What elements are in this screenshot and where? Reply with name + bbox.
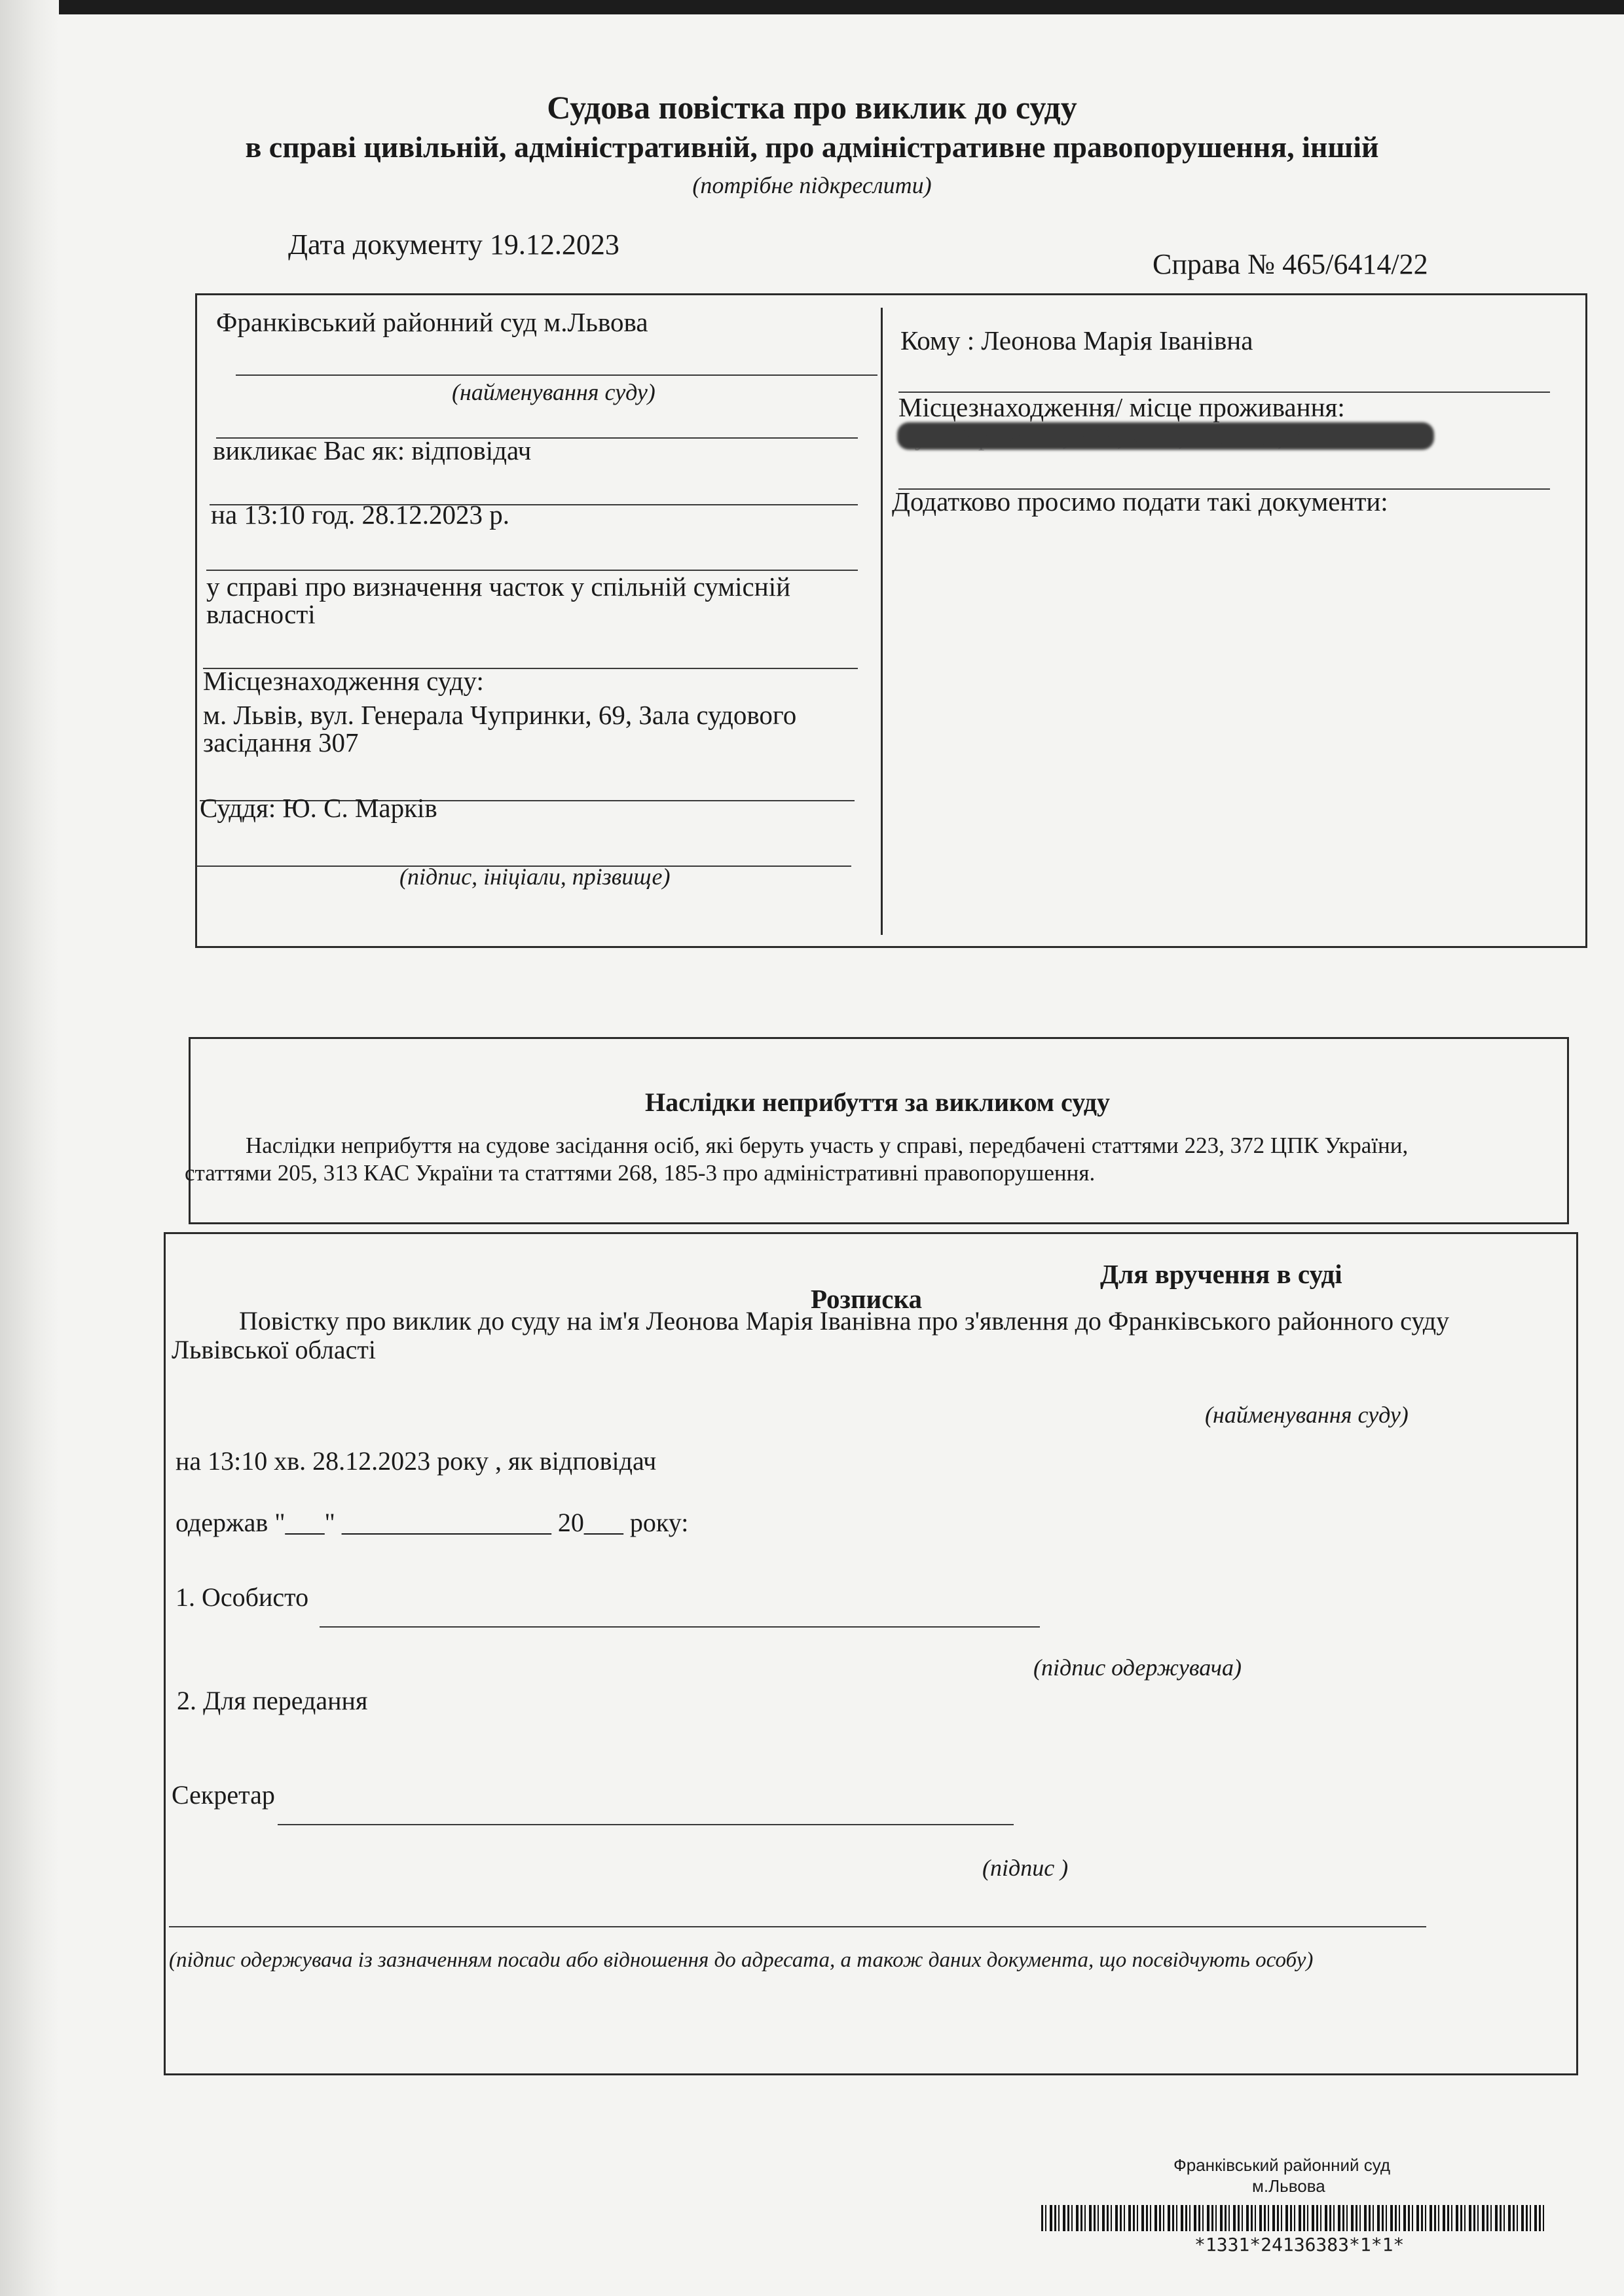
column-divider <box>881 308 883 935</box>
judge: Суддя: Ю. С. Марків <box>200 793 437 823</box>
receiver-signature-note: (підпис одержувача) <box>1033 1654 1242 1681</box>
receipt-line1: Повістку про виклик до суду на ім'я Леонова Марія Іванівна про з'явлення до Франківського районного суду <box>239 1306 1450 1336</box>
consequences-title: Наслідки неприбуття за викликом суду <box>645 1087 1110 1117</box>
judge-note: (підпис, ініціали, прізвище) <box>399 864 671 890</box>
document-subtitle: в справі цивільній, адміністративній, про адміністративне правопорушення, іншій <box>245 130 1379 164</box>
hearing-time: на 13:10 год. 28.12.2023 р. <box>211 500 510 530</box>
recipient: Кому : Леонова Марія Іванівна <box>900 325 1253 355</box>
secretary-signature-note: (підпис ) <box>982 1855 1069 1881</box>
receipt-court-note: (найменування суду) <box>1205 1402 1409 1428</box>
court-name-note: (найменування суду) <box>452 379 655 405</box>
receipt-footer-note: (підпис одержувача із зазначенням посади або відношення до адресата, а також даних документа, що посвідчують особу) <box>169 1948 1314 1972</box>
stamp-court: Франківський районний суд <box>1173 2155 1391 2175</box>
case-number: Справа № 465/6414/22 <box>1153 248 1428 280</box>
receipt-title: Розписка <box>811 1284 922 1314</box>
stamp-court-city: м.Львова <box>1252 2176 1325 2196</box>
personally-label: 1. Особисто <box>175 1582 309 1612</box>
consequences-text-line1: Наслідки неприбуття на судове засідання осіб, які беруть участь у справі, передбачені статтями 223, 372 ЦПК України, <box>246 1133 1409 1158</box>
consequences-text-line2: статтями 205, 313 КАС України та статтями 268, 185-3 про адміністративні правопорушення. <box>185 1160 1096 1186</box>
document-date: Дата документу 19.12.2023 <box>288 228 619 261</box>
court-name: Франківський районний суд м.Львова <box>216 307 648 337</box>
secretary-signature-line[interactable] <box>278 1824 1014 1825</box>
scan-edge <box>0 0 1624 14</box>
court-location-line1: м. Львів, вул. Генерала Чупринки, 69, Зала судового <box>203 700 797 730</box>
secretary-label: Секретар <box>172 1780 275 1810</box>
for-transfer-label: 2. Для передання <box>177 1686 368 1715</box>
address-redacted: вул. Стрийська, 70 а, кв. 8, м. Львів, 79026 <box>904 424 1352 451</box>
case-subject-line1: у справі про визначення часток у спільній сумісній <box>206 572 791 602</box>
consequences-box <box>189 1037 1569 1224</box>
signature-line[interactable] <box>320 1626 1040 1628</box>
document-title: Судова повістка про виклик до суду <box>547 89 1077 126</box>
receipt-line2: Львівської області <box>172 1335 376 1364</box>
receipt-time: на 13:10 хв. 28.12.2023 року , як відповідач <box>175 1446 657 1476</box>
received-date: одержав "___" ________________ 20___ року: <box>175 1508 689 1537</box>
scan-shadow <box>0 0 59 2296</box>
for-court-delivery: Для вручення в суді <box>1100 1259 1342 1289</box>
case-subject-line2: власності <box>206 599 316 629</box>
court-location-line2: засідання 307 <box>203 727 359 757</box>
receiver-footer-line[interactable] <box>169 1926 1426 1927</box>
title-note: (потрібне підкреслити) <box>692 172 932 198</box>
barcode <box>1041 2205 1545 2231</box>
summons-role: викликає Вас як: відповідач <box>213 435 532 465</box>
divider <box>236 374 877 376</box>
extra-documents: Додатково просимо подати такі документи: <box>892 486 1388 517</box>
court-location-label: Місцезнаходження суду: <box>203 666 484 696</box>
barcode-text: *1331*24136383*1*1* <box>1194 2234 1405 2255</box>
address-label: Місцезнаходження/ місце проживання: <box>898 392 1345 422</box>
